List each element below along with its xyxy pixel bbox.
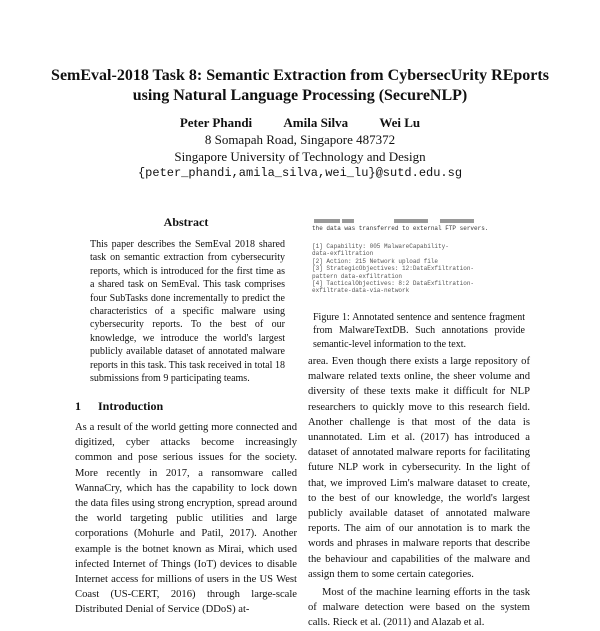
intro-text: As a result of the world getting more connected and digitized, cyber attacks become increasingly common and pose serious issues for the society. More recently in 2017, a ransomware called WannaCry, which has the capability to lock down the data files using strong encryption, spread around the world targeting public utilities and large corporations (Mohurle and Patil, 2017). Another example is the botnet known as Mirai, which used infected Internet of Things (IoT) devices to disable Internet access for millions of users in the US West Coast (US-CERT, 2016) through large-scale Distributed Denial of Service (DDoS) at-	[75, 422, 297, 616]
section-title: Introduction	[98, 399, 164, 413]
figure-1	[308, 213, 530, 298]
author-address: 8 Somapah Road, Singapore 487372	[204, 132, 396, 147]
author-block	[40, 114, 560, 182]
figure-annotations	[312, 243, 522, 295]
annotation-line: pattern data-exfiltration	[312, 272, 403, 280]
section-heading	[75, 399, 163, 414]
annotation-line: [3] StrategicObjectives: 12:DataExfiltration-	[312, 265, 475, 273]
annotation-line: exfiltrate-data-via-network	[312, 287, 410, 295]
abstract-heading: Abstract	[163, 215, 209, 229]
annotation-tag	[440, 219, 474, 223]
author-2: Amila Silva	[283, 115, 349, 130]
annotation-tag	[342, 219, 354, 223]
annotation-line: [2] Action: 215 Network upload file	[312, 257, 439, 265]
author-3: Wei Lu	[379, 115, 421, 130]
paragraph: area. Even though there exists a large repository of malware related texts online, the sheer volume and diversity of these texts make it difficult for NLP researchers to quickly move to this research field. Another challenge is that most of the data is unannotated. Lim et al. (2017) has introduced a dataset of annotated malware reports for facilitating future NLP work in cybersecurity. In the light of that, we improved Lim's malware dataset to create, to the best of our knowledge, the world's largest publicly available dataset of annotated malware reports. The aim of our annotation is to mark the words and phrases in malware reports that describe the behaviour and capabilities of the malware and assign them to some certain categories.	[308, 356, 530, 580]
annotation-line: data-exfiltration	[312, 250, 374, 258]
annotation-line: [4] TacticalObjectives: 8:2 DataExfiltration-	[312, 280, 475, 288]
author-institution: Singapore University of Technology and Design	[174, 149, 426, 164]
paper-title	[40, 66, 560, 106]
annotation-tag	[314, 219, 340, 223]
annotation-tag	[394, 219, 428, 223]
abstract-text: This paper describes the SemEval 2018 shared task on semantic extraction from cybersecurity reports, which is introduced for the first time as a shared task on SemEval. This task comprises four SubTasks done incrementally to predict the characteristics of a specific malware using cybersecurity reports. To the best of our knowledge, we introduce the world's largest publicly available dataset of annotated malware reports in this task. This task received in total 18 submissions from 9 participating teams.	[90, 239, 285, 385]
section-number: 1	[75, 399, 81, 413]
author-names	[40, 114, 560, 131]
title-line-2: using Natural Language Processing (SecureNLP)	[132, 87, 468, 104]
right-column-body	[308, 354, 530, 631]
author-1: Peter Phandi	[179, 115, 253, 130]
title-line-1: SemEval-2018 Task 8: Semantic Extraction from CybersecUrity REports	[51, 67, 549, 84]
annotation-line: [1] Capability: 005 MalwareCapability-	[312, 243, 449, 250]
paragraph: Most of the machine learning efforts in the task of malware detection were based on the system calls. Rieck et al. (2011) and Alazab et al.	[308, 587, 530, 629]
author-email: {peter_phandi,amila_silva,wei_lu}@sutd.edu.sg	[137, 166, 463, 180]
figure-caption: Figure 1: Annotated sentence and sentence fragment from MalwareTextDB. Such annotations provide semantic-level information to the text.	[313, 312, 525, 350]
figure-sentence: the data was transferred to external FTP servers.	[312, 225, 489, 232]
